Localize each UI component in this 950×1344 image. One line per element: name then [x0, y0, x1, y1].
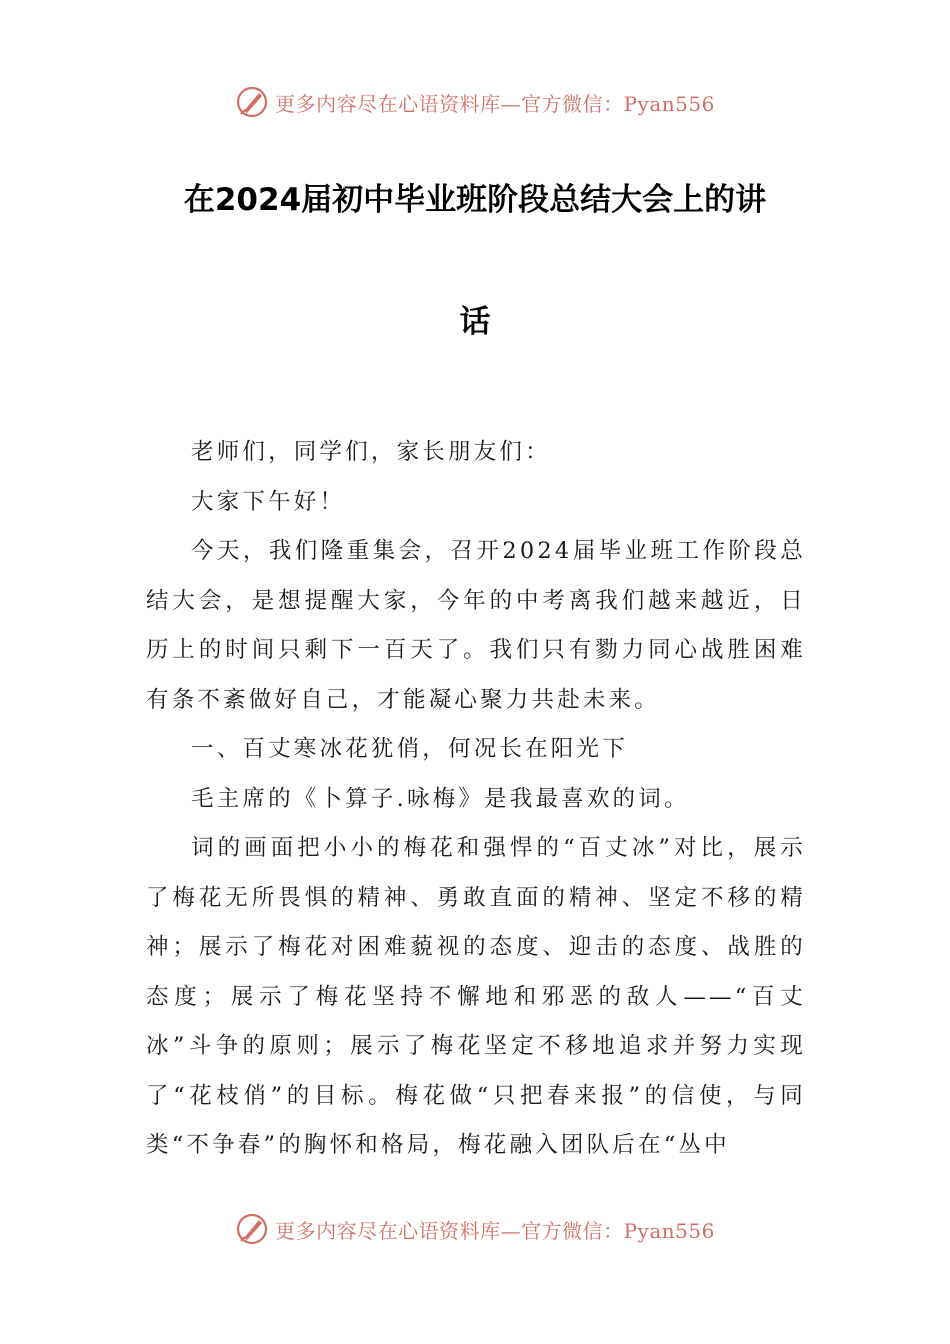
salutation: 老师们，同学们，家长朋友们：: [191, 439, 551, 465]
section-heading: 一、百丈寒冰花犹俏，何况长在阳光下: [191, 736, 628, 762]
watermark-header: [0, 82, 950, 122]
document-title-continuation: 话: [459, 304, 491, 340]
paragraph: 词的画面把小小的梅花和强悍的“百丈冰”对比，展示了梅花无所畏惧的精神、勇敢直面的精神、坚定不移的精神；展示了梅花对困难藐视的态度、迎击的态度、战胜的态度；展示了梅花坚持不懈地和邪恶的敌人——“百丈冰”斗争的原则；展示了梅花坚定不移地追求并努力实现了“花枝俏”的目标。梅花做“只把春来报”的信使，与同类“不争春”的胸怀和格局，梅花融入团队后在“丛中: [146, 835, 806, 1158]
watermark-text: 更多内容尽在心语资料库—官方微信：Pyan556: [275, 1218, 715, 1243]
paragraph: 今天，我们隆重集会，召开2024届毕业班工作阶段总结大会，是想提醒大家，今年的中考离我们越来越近，日历上的时间只剩下一百天了。我们只有勠力同心战胜困难有条不紊做好自己，才能凝心聚力共赴未来。: [146, 538, 806, 713]
greeting: 大家下午好！: [191, 488, 346, 515]
quill-pen-icon: [235, 85, 269, 119]
document-title: 在2024届初中毕业班阶段总结大会上的讲: [183, 182, 767, 218]
watermark-footer: [0, 1209, 950, 1249]
quill-pen-icon: [235, 1212, 269, 1246]
document-body: [146, 428, 806, 1171]
watermark-text: 更多内容尽在心语资料库—官方微信：Pyan556: [275, 91, 715, 116]
paragraph: 毛主席的《卜算子.咏梅》是我最喜欢的词。: [191, 785, 690, 812]
